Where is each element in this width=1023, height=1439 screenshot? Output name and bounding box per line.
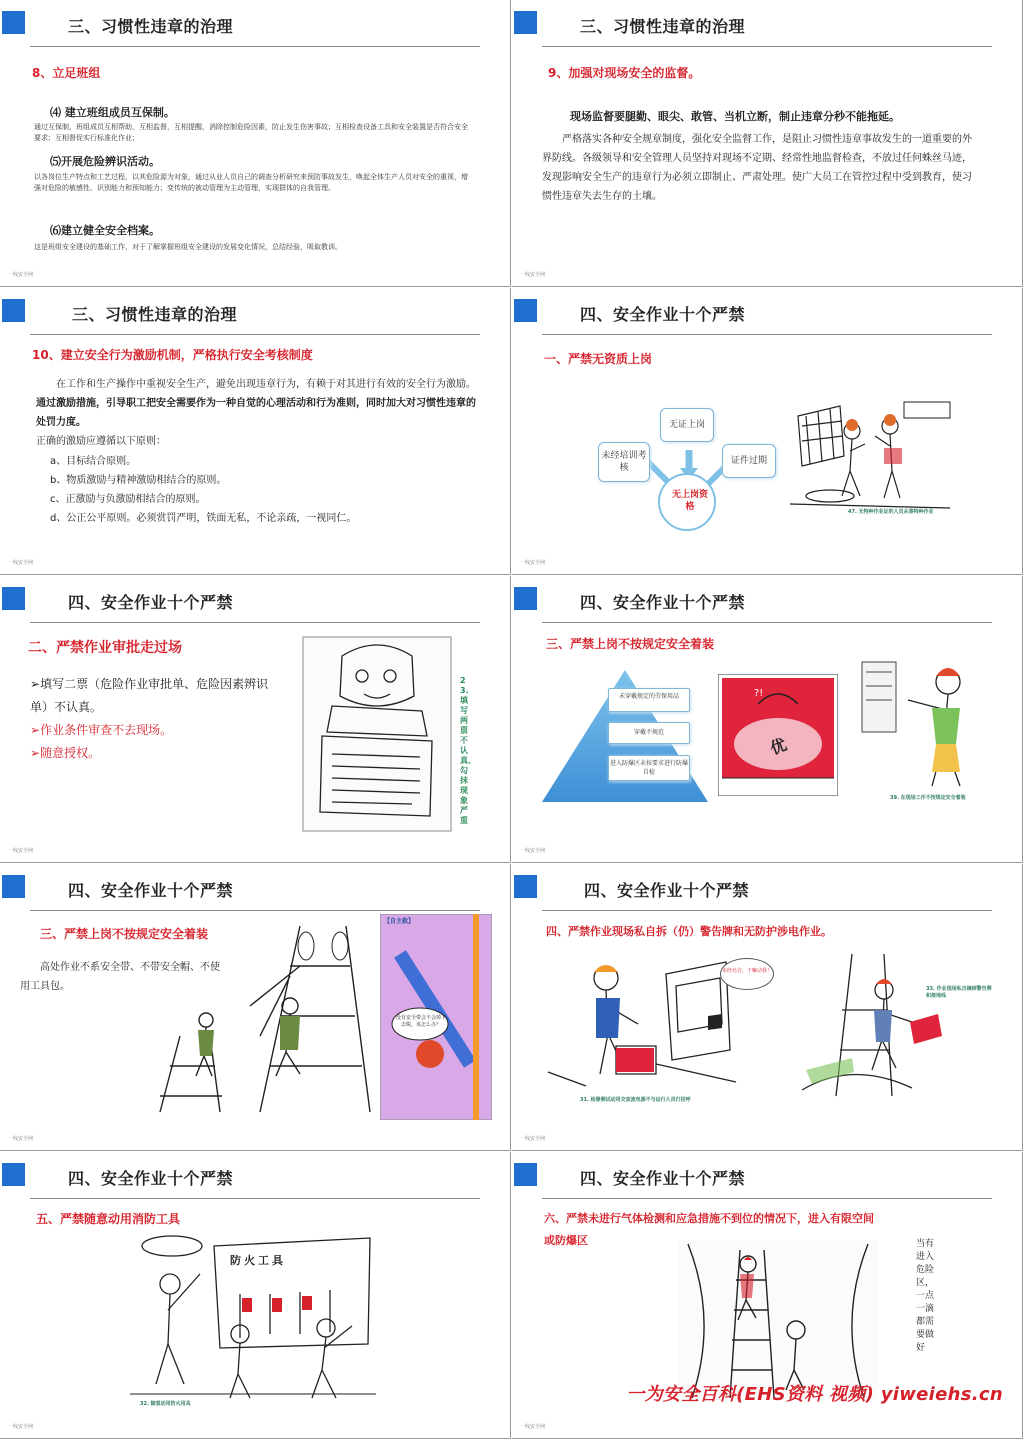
equipment-test-cartoon — [546, 954, 742, 1098]
list-intro: 正确的激励应遵循以下原则： — [36, 436, 166, 447]
slide-footer: 一线安全网 — [8, 1136, 34, 1142]
slide-marker — [514, 587, 537, 610]
slide-marker — [2, 875, 25, 898]
section-heading: 9、加强对现场安全的监督。 — [548, 66, 701, 80]
figure-caption: 33. 作业现场私自摘掉警告牌和接地线 — [926, 986, 992, 999]
item-title: ⑷ 建立班组成员互保制。 — [50, 106, 175, 119]
slide-footer: 一线安全网 — [520, 1136, 546, 1142]
slide-footer: 一线安全网 — [8, 272, 34, 278]
bullet-arrow: ➢ — [30, 677, 41, 691]
item-text: 通过互保制，班组成员互相帮助，互相监督，互相提醒，消除控制危险因素，防止发生伤害事故；互相检查设备工具和安全装置是否符合安全要求；互相督促实行标准化作业； — [34, 123, 468, 142]
slide-6[interactable] — [512, 576, 1023, 863]
section-heading: 三、严禁上岗不按规定安全着装 — [546, 637, 715, 651]
figure-caption: 31. 检修测试动用交直流电源不与运行人员打招呼 — [580, 1097, 691, 1103]
figure-caption: 32. 随意动用防火用具 — [140, 1401, 191, 1407]
body-normal: 在工作和生产操作中重视安全生产，避免出现违章行为，有赖于对其进行有效的安全行为激励。 — [56, 379, 476, 390]
figure-caption: 39. 在现场工作不按规定安全着装 — [890, 795, 966, 801]
watermark-text: 一为安全百科(EHS资料 视频) yiweiehs.cn — [626, 1384, 1003, 1405]
slide-marker — [514, 11, 537, 34]
slide-4[interactable] — [512, 288, 1023, 575]
side-caption: 23. 填写两票不认真、勾抹现象严重 — [460, 676, 476, 825]
figure-caption: 47. 无特种作业证的人员从事特种作业 — [848, 509, 934, 515]
cartoon-sign: 防火工具 — [230, 1254, 286, 1267]
slide-5[interactable] — [0, 576, 511, 863]
bullet-arrow: ➢ — [30, 746, 41, 760]
slide-title: 四、安全作业十个严禁 — [580, 305, 746, 324]
pyramid-level-1: 未穿戴规定的劳保用品 — [608, 688, 690, 712]
section-heading: 三、严禁上岗不按规定安全着装 — [40, 927, 209, 941]
item-text: 这是班组安全建设的基础工作，对于了解掌握班组安全建设的发展变化情况，总结经验，吸取教训。 — [34, 243, 342, 251]
lead-text: 现场监督要腿勤、眼尖、敢管、当机立断，制止违章分秒不能拖延。 — [570, 110, 900, 123]
cause-box-right: 证件过期 — [722, 444, 776, 478]
item-title: ⑸开展危险辨识活动。 — [50, 155, 160, 168]
body-text: 严格落实各种安全规章制度，强化安全监督工作，是阻止习惯性违章事故发生的一道重要的外界防线。各级领导和安全管理人员坚持对现场不定期、经常性地监督检查，不放过任何蛛丝马迹，发现影响安全生产的违章行为必须立即制止、严肃处理。使广大员工在管控过程中受到教育，使习惯性违章失去生存的土壤。 — [542, 134, 972, 202]
slide-title: 四、安全作业十个严禁 — [68, 1169, 234, 1188]
speech-bubble: 没有安全带会不会掉下去呢，该怎么办？ — [396, 1015, 447, 1028]
section-heading: 8、立足班组 — [32, 66, 101, 80]
title-rule — [30, 46, 480, 47]
title-rule — [30, 334, 480, 335]
side-text: 当有进入危险区，一点一滴都需要做好 — [916, 1239, 935, 1353]
list-item: d、公正公平原则。必须赏罚严明，铁面无私，不论亲疏，一视同仁。 — [50, 513, 357, 524]
title-rule — [30, 1198, 480, 1199]
svg-text:?!: ?! — [754, 688, 764, 699]
pyramid-level-2: 穿戴不规范 — [608, 722, 690, 744]
slide-marker — [514, 875, 537, 898]
panel-tag: 【自主救】 — [384, 918, 415, 925]
list-item: b、物质激励与精神激励相结合的原则。 — [50, 475, 227, 486]
slide-title: 四、安全作业十个严禁 — [584, 881, 750, 900]
cause-box-top: 无证上岗 — [660, 408, 714, 442]
slide-footer: 一线安全网 — [8, 848, 34, 854]
section-heading: 五、严禁随意动用消防工具 — [36, 1212, 181, 1226]
title-rule — [542, 910, 992, 911]
slide-3[interactable] — [0, 288, 511, 575]
title-rule — [542, 622, 992, 623]
slide-marker — [2, 299, 25, 322]
slide-footer: 一线安全网 — [8, 560, 34, 566]
warning-sign-cartoon — [792, 950, 988, 1100]
section-heading: 二、严禁作业审批走过场 — [28, 640, 182, 656]
confined-space-cartoon — [678, 1240, 878, 1400]
art-text: 优 — [767, 734, 790, 759]
title-rule — [542, 334, 992, 335]
slide-marker — [2, 1163, 25, 1186]
paperwork-cartoon — [302, 636, 452, 832]
slide-marker — [2, 587, 25, 610]
slide-title: 四、安全作业十个严禁 — [580, 593, 746, 612]
slide-1[interactable] — [0, 0, 511, 287]
item-text: 以各岗位生产特点和工艺过程，以其危险源为对象，通过从业人员自己的调查分析研究来预防事故发生，唤起全体生产人员对安全的重视，增强对危险的敏感性、识别能力和预知能力；变传统的被动管理为主动管理，实现群体的自我管理。 — [34, 173, 468, 192]
title-rule — [542, 1198, 992, 1199]
body-text: 高处作业不系安全带、不带安全帽、不使用工具包。 — [20, 962, 220, 992]
section-heading: 一、严禁无资质上岗 — [544, 352, 653, 366]
slide-title: 三、习惯性违章的治理 — [580, 17, 746, 36]
section-heading: 10、建立安全行为激励机制，严格执行安全考核制度 — [32, 348, 313, 362]
cause-box-left: 未经培训考核 — [598, 442, 650, 482]
bullet-item — [30, 742, 100, 765]
bullet-text: 作业条件审查不去现场。 — [40, 723, 173, 737]
slide-title: 三、习惯性违章的治理 — [72, 305, 238, 324]
tower-climber-cartoon — [150, 916, 374, 1116]
slide-footer: 一线安全网 — [520, 272, 546, 278]
item-title: ⑹建立健全安全档案。 — [50, 224, 160, 237]
list-item: c、正激励与负激励相结合的原则。 — [50, 494, 206, 505]
slide-title: 三、习惯性违章的治理 — [68, 17, 234, 36]
slide-footer: 一线安全网 — [520, 848, 546, 854]
slide-title: 四、安全作业十个严禁 — [580, 1169, 746, 1188]
unqualified-worker-illustration — [780, 396, 960, 522]
slide-9[interactable] — [0, 1152, 511, 1439]
slide-title: 四、安全作业十个严禁 — [68, 881, 234, 900]
slide-7[interactable] — [0, 864, 511, 1151]
body-text — [36, 375, 476, 432]
bullet-text: 填写二票（危险作业审批单、危险因素辨识单）不认真。 — [30, 677, 269, 714]
slide-title: 四、安全作业十个严禁 — [68, 593, 234, 612]
bullet-item — [30, 673, 280, 719]
title-rule — [30, 622, 480, 623]
slide-2[interactable] — [512, 0, 1023, 287]
electrician-cartoon — [852, 652, 1000, 802]
bullet-text: 随意授权。 — [40, 746, 101, 760]
section-heading: 四、严禁作业现场私自拆（仍）警告牌和无防护涉电作业。 — [546, 925, 832, 938]
pyramid-level-3: 进入防爆区未按要求进行防爆自检 — [608, 755, 690, 781]
slide-footer: 一线安全网 — [520, 1424, 546, 1430]
slide-8[interactable] — [512, 864, 1023, 1151]
slide-marker — [2, 11, 25, 34]
slide-footer: 一线安全网 — [8, 1424, 34, 1430]
slide-marker — [514, 1163, 537, 1186]
section-heading: 六、严禁未进行气体检测和应急措施不到位的情况下，进入有限空间或防爆区 — [544, 1212, 874, 1247]
speech-bubble: 未经允许，干嘛动我！ — [720, 958, 774, 990]
slide-footer: 一线安全网 — [520, 560, 546, 566]
slide-marker — [514, 299, 537, 322]
cause-center: 无上岗资格 — [672, 490, 709, 512]
bullet-item — [30, 719, 172, 742]
bullet-arrow: ➢ — [30, 723, 41, 737]
list-item: a、目标结合原则。 — [50, 456, 137, 467]
body-bold: 通过激励措施，引导职工把安全需要作为一种自觉的心理活动和行为准则，同时加大对习惯性违章的处罚力度。 — [36, 398, 476, 428]
title-rule — [30, 910, 480, 911]
title-rule — [542, 46, 992, 47]
